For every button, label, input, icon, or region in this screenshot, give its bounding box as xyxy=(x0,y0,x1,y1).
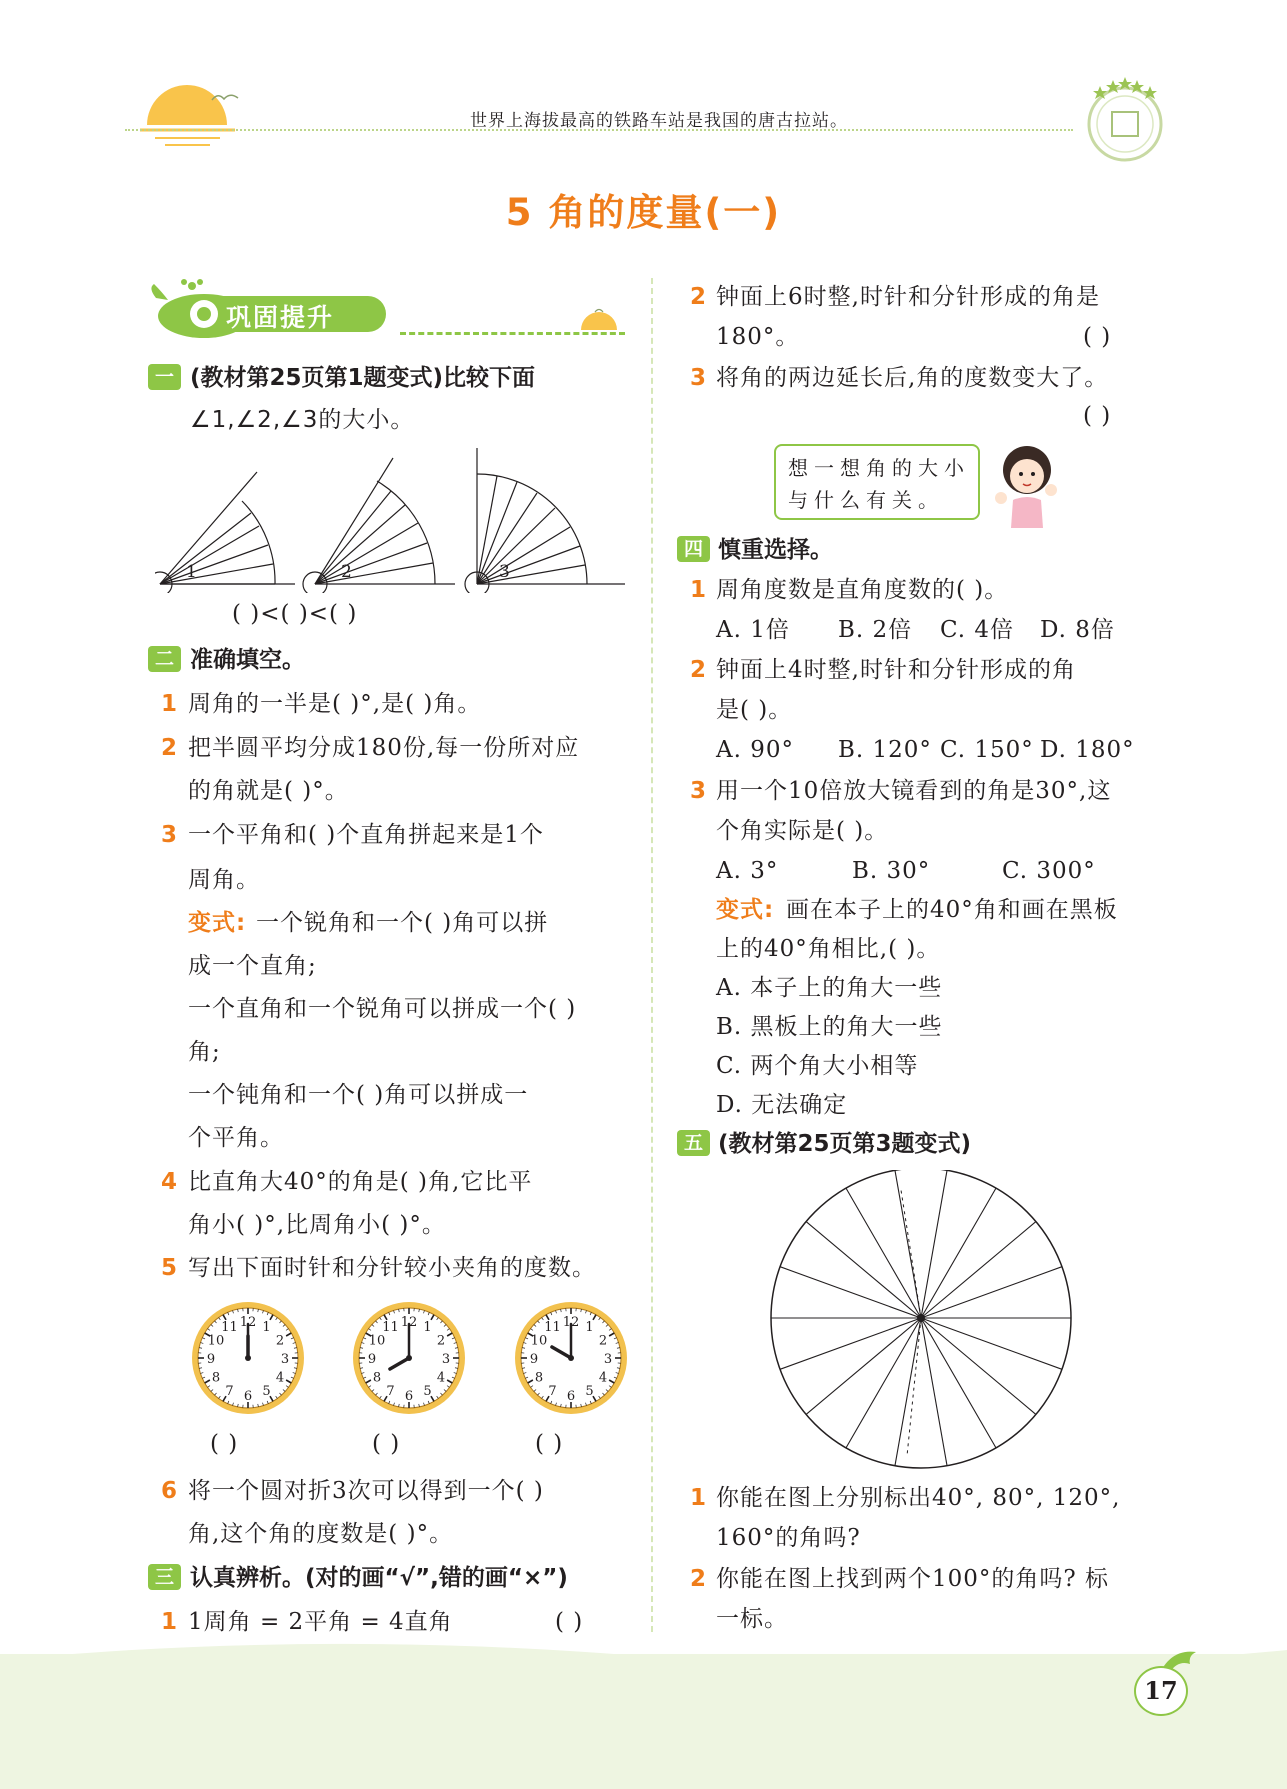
fan-label-2: 2 xyxy=(341,562,352,582)
clock-numeral: 6 xyxy=(243,1389,253,1404)
clock-numeral: 12 xyxy=(239,1315,257,1330)
clock-numeral: 4 xyxy=(598,1370,608,1386)
question-text: 用一个10倍放大镜看到的角是30°,这 xyxy=(716,778,1112,804)
question-number: 2 xyxy=(690,284,707,310)
clock-numeral: 8 xyxy=(534,1370,544,1386)
clock-numeral: 4 xyxy=(436,1370,446,1386)
clock-numeral: 11 xyxy=(221,1319,238,1335)
question-text: 的角就是( )°。 xyxy=(188,778,349,804)
choice-option: B. 120° xyxy=(838,737,932,763)
clock-center xyxy=(245,1355,251,1361)
clock-numeral: 6 xyxy=(404,1389,414,1404)
clock-numeral: 9 xyxy=(206,1352,216,1367)
question-text: 比直角大40°的角是( )角,它比平 xyxy=(188,1169,533,1195)
clock-numeral: 3 xyxy=(441,1352,451,1367)
question-text: 个角实际是( )。 xyxy=(716,818,889,844)
question-text: 你能在图上找到两个100°的角吗? 标 xyxy=(716,1566,1110,1592)
radius-line xyxy=(921,1318,1036,1414)
judge-paren: ( ) xyxy=(1083,324,1112,350)
question-text: 160°的角吗? xyxy=(716,1525,861,1551)
question-number: 3 xyxy=(161,822,178,848)
choice-option: D. 8倍 xyxy=(1040,617,1115,643)
section-badge-5: 五 xyxy=(677,1130,710,1156)
question-number: 5 xyxy=(161,1255,178,1281)
question-number: 6 xyxy=(161,1478,178,1504)
choice-option: D. 无法确定 xyxy=(716,1092,848,1118)
radius-line xyxy=(780,1318,921,1369)
question-text: 角,这个角的度数是( )°。 xyxy=(188,1521,454,1547)
question-text: 钟面上6时整,时针和分针形成的角是 xyxy=(716,284,1100,310)
clock-face-2 xyxy=(349,1298,469,1418)
section-2-title: 准确填空。 xyxy=(190,647,305,673)
radius-line xyxy=(806,1318,921,1414)
clock-center xyxy=(568,1355,574,1361)
section-3-title: 认真辨析。(对的画“√”,错的画“×”) xyxy=(190,1565,568,1591)
radius-line xyxy=(921,1267,1062,1318)
question-number: 1 xyxy=(161,691,178,717)
column-divider xyxy=(651,278,653,1632)
clock-numeral: 3 xyxy=(603,1352,613,1367)
clock-answer-2: ( ) xyxy=(372,1431,401,1457)
question-text: 写出下面时针和分针较小夹角的度数。 xyxy=(188,1255,596,1281)
clock-face-3 xyxy=(511,1298,631,1418)
question-text: 周角。 xyxy=(188,867,260,893)
publisher-seal-icon xyxy=(1080,74,1170,164)
section-4-title: 慎重选择。 xyxy=(718,537,833,563)
clock-numeral: 7 xyxy=(548,1384,557,1400)
clock-numeral: 6 xyxy=(566,1389,576,1404)
sun-logo-icon xyxy=(135,70,245,150)
clock-center xyxy=(406,1355,412,1361)
variant-text: 角; xyxy=(188,1039,221,1065)
choice-option: D. 180° xyxy=(1040,737,1135,763)
question-text: 周角度数是直角度数的( )。 xyxy=(716,577,1009,603)
question-number: 2 xyxy=(161,735,178,761)
section-1-line2: ∠1,∠2,∠3的大小。 xyxy=(190,407,415,433)
choice-option: A. 3° xyxy=(716,858,779,884)
question-text: 180°。 xyxy=(716,324,800,350)
clock-numeral: 1 xyxy=(423,1319,432,1335)
clock-numeral: 12 xyxy=(562,1315,580,1330)
variant-text: 一个钝角和一个( )角可以拼成一 xyxy=(188,1082,529,1108)
choice-option: A. 本子上的角大一些 xyxy=(716,975,943,1001)
radius-line xyxy=(806,1222,921,1318)
clock-numeral: 1 xyxy=(262,1319,271,1335)
header-fact: 世界上海拔最高的铁路车站是我国的唐古拉站。 xyxy=(470,111,848,131)
clock-numeral: 2 xyxy=(598,1333,608,1349)
clock-numeral: 11 xyxy=(544,1319,561,1335)
hint-text: 与什么有关。 xyxy=(788,488,944,512)
question-number: 1 xyxy=(690,577,707,603)
variant-label: 变式: xyxy=(716,897,775,923)
choice-option: C. 300° xyxy=(1002,858,1096,884)
footer-wave-icon xyxy=(0,1620,1287,1680)
choice-option: C. 4倍 xyxy=(940,617,1015,643)
clock-numeral: 4 xyxy=(275,1370,285,1386)
variant-text: 一个锐角和一个( )角可以拼 xyxy=(256,910,549,936)
girl-illustration-icon xyxy=(985,440,1065,530)
section-badge-4: 四 xyxy=(677,536,710,562)
choice-option: A. 90° xyxy=(716,737,794,763)
clock-numeral: 8 xyxy=(372,1370,382,1386)
variant-text: 上的40°角相比,( )。 xyxy=(716,936,941,962)
section-1-line1: (教材第25页第1题变式)比较下面 xyxy=(190,365,536,391)
section-badge-1: 一 xyxy=(148,364,181,390)
hint-text: 想一想角的大小 xyxy=(788,456,970,480)
page-number: 17 xyxy=(1134,1666,1188,1716)
choice-option: C. 两个角大小相等 xyxy=(716,1053,919,1079)
question-number: 1 xyxy=(690,1485,707,1511)
question-text: 周角的一半是( )°,是( )角。 xyxy=(188,691,482,717)
clock-numeral: 5 xyxy=(423,1384,432,1400)
question-number: 3 xyxy=(690,778,707,804)
judge-paren: ( ) xyxy=(555,1609,584,1635)
choice-option: A. 1倍 xyxy=(716,617,790,643)
variant-text: 画在本子上的40°角和画在黑板 xyxy=(786,897,1118,923)
choice-option: B. 2倍 xyxy=(838,617,913,643)
clock-answer-3: ( ) xyxy=(535,1431,564,1457)
radius-line xyxy=(921,1222,1036,1318)
question-text: 钟面上4时整,时针和分针形成的角 xyxy=(716,657,1076,683)
header-divider xyxy=(125,129,1073,131)
question-text: 将一个圆对折3次可以得到一个( ) xyxy=(188,1478,544,1504)
choice-option: C. 150° xyxy=(940,737,1034,763)
bird-icon xyxy=(210,90,240,106)
clock-numeral: 10 xyxy=(207,1333,225,1349)
small-sun-icon xyxy=(575,304,625,338)
compare-answer: ( )<( )<( ) xyxy=(232,601,358,627)
clock-numeral: 2 xyxy=(436,1333,446,1349)
clock-numeral: 5 xyxy=(262,1384,271,1400)
clock-numeral: 12 xyxy=(400,1315,418,1330)
question-text: 角小( )°,比周角小( )°。 xyxy=(188,1212,446,1238)
question-text: 1周角 = 2平角 = 4直角 xyxy=(188,1609,453,1635)
clock-numeral: 2 xyxy=(275,1333,285,1349)
clock-numeral: 7 xyxy=(225,1384,234,1400)
clock-numeral: 9 xyxy=(529,1352,539,1367)
variant-text: 一个直角和一个锐角可以拼成一个( ) xyxy=(188,996,577,1022)
hint-bubble xyxy=(774,444,980,520)
question-text: 将角的两边延长后,角的度数变大了。 xyxy=(716,365,1109,391)
question-text: 一个平角和( )个直角拼起来是1个 xyxy=(188,822,544,848)
radius-line xyxy=(780,1267,921,1318)
choice-option: B. 黑板上的角大一些 xyxy=(716,1014,943,1040)
section-5-title: (教材第25页第3题变式) xyxy=(718,1131,972,1157)
variant-text: 成一个直角; xyxy=(188,953,317,979)
banner-title: 巩固提升 xyxy=(226,303,335,332)
fan-label-1: 1 xyxy=(186,562,197,582)
fan-label-3: 3 xyxy=(499,562,510,582)
clock-numeral: 3 xyxy=(280,1352,290,1367)
divided-circle-figure xyxy=(766,1170,1076,1480)
question-text: 是( )。 xyxy=(716,697,793,723)
section-badge-2: 二 xyxy=(148,646,181,672)
page-title: 5 角的度量(一) xyxy=(505,191,782,234)
variant-text: 个平角。 xyxy=(188,1125,284,1151)
clock-numeral: 8 xyxy=(211,1370,221,1386)
question-text: 把半圆平均分成180份,每一份所对应 xyxy=(188,735,580,761)
clock-numeral: 9 xyxy=(367,1352,377,1367)
angle-fans-figure xyxy=(155,448,635,593)
question-number: 1 xyxy=(161,1609,178,1635)
question-text: 你能在图上分别标出40°, 80°, 120°, xyxy=(716,1485,1121,1511)
judge-paren: ( ) xyxy=(1083,403,1112,429)
radius-line xyxy=(921,1318,1062,1369)
clock-face-1 xyxy=(188,1298,308,1418)
clock-numeral: 11 xyxy=(382,1319,399,1335)
clock-answer-1: ( ) xyxy=(210,1431,239,1457)
choice-option: B. 30° xyxy=(852,858,931,884)
circle-center xyxy=(917,1314,925,1322)
clock-numeral: 5 xyxy=(585,1384,594,1400)
question-number: 2 xyxy=(690,1566,707,1592)
clock-numeral: 10 xyxy=(530,1333,548,1349)
clock-numeral: 7 xyxy=(386,1384,395,1400)
variant-label: 变式: xyxy=(188,910,247,936)
section-badge-3: 三 xyxy=(148,1564,181,1590)
question-text: 一标。 xyxy=(716,1606,788,1632)
clock-numeral: 1 xyxy=(585,1319,594,1335)
question-number: 4 xyxy=(161,1169,178,1195)
clock-numeral: 10 xyxy=(368,1333,386,1349)
question-number: 3 xyxy=(690,365,707,391)
question-number: 2 xyxy=(690,657,707,683)
